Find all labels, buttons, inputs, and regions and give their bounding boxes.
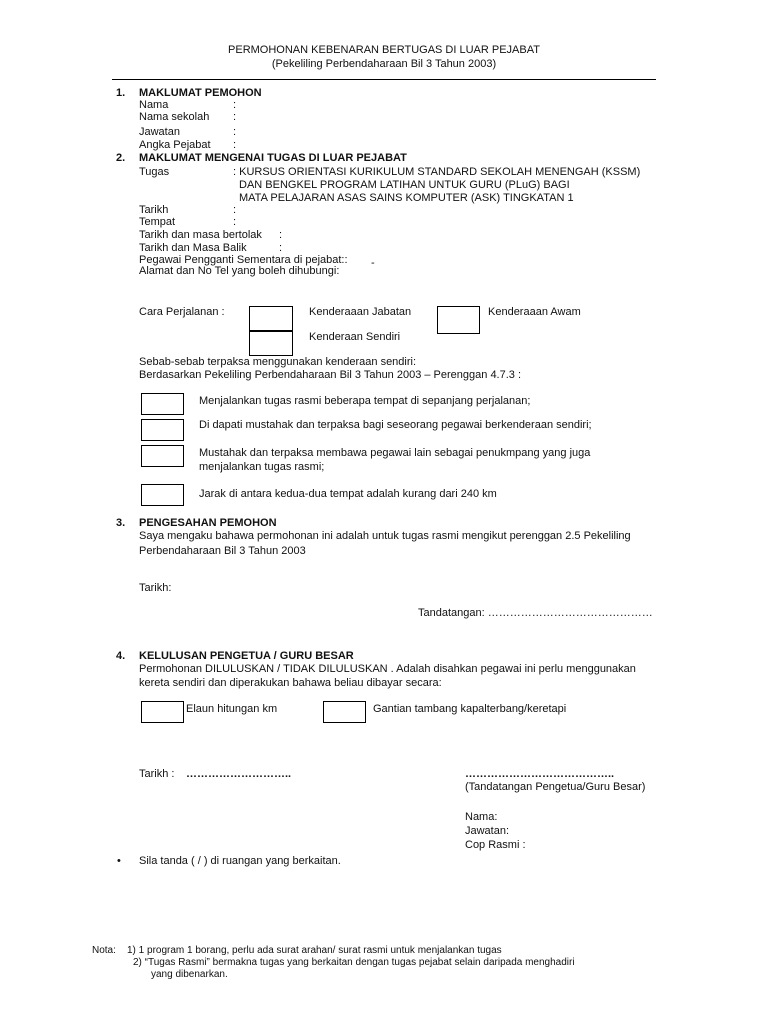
bullet-text: Sila tanda ( / ) di ruangan yang berkaitan. [139,855,341,867]
section3-number: 3. [116,517,126,529]
reason-4-checkbox[interactable] [141,484,184,506]
tempat-colon: : [233,216,237,228]
sebab-heading: Sebab-sebab terpaksa menggunakan kenderaan sendiri: [139,356,417,368]
alamat-label: Alamat dan No Tel yang boleh dihubungi: [139,265,340,277]
kelulusan-line-1: Permohonan DILULUSKAN / TIDAK DILULUSKAN . Adalah disahkan pegawai ini perlu menggunakan [139,663,636,675]
kelulusan-tarikh-dots: ……………………….. [186,768,292,780]
reason-4-text: Jarak di antara kedua-dua tempat adalah kurang dari 240 km [199,488,497,500]
kenderaan-awam-label: Kenderaaan Awam [488,306,581,318]
tarikh-balik-colon: : [279,242,283,254]
section2-heading: MAKLUMAT MENGENAI TUGAS DI LUAR PEJABAT [139,152,407,164]
reason-3-checkbox[interactable] [141,445,184,467]
nota-1: 1) 1 program 1 borang, perlu ada surat arahan/ surat rasmi untuk menjalankan tugas [127,945,502,956]
tugas-line-3: MATA PELAJARAN ASAS SAINS KOMPUTER (ASK) TINGKATAN 1 [239,192,574,204]
section4-number: 4. [116,650,126,662]
nota-label: Nota: [92,945,116,956]
field-angka-pejabat-colon: : [233,139,237,151]
section1-number: 1. [116,87,126,99]
field-nama-sekolah-colon: : [233,111,237,123]
kenderaan-jabatan-label: Kenderaaan Jabatan [309,306,412,318]
field-angka-pejabat-label: Angka Pejabat [139,139,211,151]
pegawai-pengganti-label: Pegawai Pengganti Sementara di pejabat:: [139,254,348,266]
signature-dots: ………………………………….. [465,768,615,780]
reason-2-text: Di dapati mustahak dan terpaksa bagi seseorang pegawai berkenderaan sendiri; [199,419,592,431]
kenderaan-sendiri-label: Kenderaan Sendiri [309,331,401,343]
header-rule [112,79,656,80]
gantian-tambang-checkbox[interactable] [323,701,366,723]
tugas-label: Tugas [139,166,170,178]
tarikh-bertolak-colon: : [279,229,283,241]
form-title: PERMOHONAN KEBENARAN BERTUGAS DI LUAR PEJABAT [228,44,540,56]
tarikh-label: Tarikh [139,204,169,216]
pengesahan-tarikh-label: Tarikh: [139,582,172,594]
pengesahan-line-2: Perbendaharaan Bil 3 Tahun 2003 [139,545,306,557]
pegawai-pengganti-dash: - [371,257,375,269]
nota-2-line1: 2) “Tugas Rasmi” bermakna tugas yang berkaitan dengan tugas pejabat selain daripada menghadiri [133,957,575,968]
field-jawatan-label: Jawatan [139,126,180,138]
reason-2-checkbox[interactable] [141,419,184,441]
section4-heading: KELULUSAN PENGETUA / GURU BESAR [139,650,354,662]
section1-heading: MAKLUMAT PEMOHON [139,87,262,99]
gantian-tambang-label: Gantian tambang kapalterbang/keretapi [373,703,567,715]
nota-2-line2: yang dibenarkan. [151,969,228,980]
reason-1-checkbox[interactable] [141,393,184,415]
kenderaan-sendiri-checkbox[interactable] [249,331,293,356]
kelulusan-tarikh-label: Tarikh : [139,768,175,780]
field-nama-label: Nama [139,99,169,111]
field-nama-colon: : [233,99,237,111]
signature-label: (Tandatangan Pengetua/Guru Besar) [465,781,646,793]
tarikh-bertolak-label: Tarikh dan masa bertolak [139,229,262,241]
tugas-line-1: : KURSUS ORIENTASI KURIKULUM STANDARD SEKOLAH MENENGAH (KSSM) [233,166,641,178]
tarikh-colon: : [233,204,237,216]
approver-cop-label: Cop Rasmi : [465,839,526,851]
kelulusan-line-2: kereta sendiri dan diperakukan bahawa beliau dibayar secara: [139,677,442,689]
approver-jawatan-label: Jawatan: [465,825,510,837]
field-nama-sekolah-label: Nama sekolah [139,111,210,123]
pengesahan-tandatangan: Tandatangan: ……………………………………… [418,607,653,619]
reason-3-text-line2: menjalankan tugas rasmi; [199,461,325,473]
berdasarkan-text: Berdasarkan Pekeliling Perbendaharaan Bil 3 Tahun 2003 – Perenggan 4.7.3 : [139,369,522,381]
elaun-km-checkbox[interactable] [141,701,184,723]
kenderaan-jabatan-checkbox[interactable] [249,306,293,331]
tugas-line-2: DAN BENGKEL PROGRAM LATIHAN UNTUK GURU (PLuG) BAGI [239,179,570,191]
field-jawatan-colon: : [233,126,237,138]
reason-1-text: Menjalankan tugas rasmi beberapa tempat di sepanjang perjalanan; [199,395,531,407]
kenderaan-awam-checkbox[interactable] [437,306,480,334]
reason-3-text-line1: Mustahak dan terpaksa membawa pegawai lain sebagai penukmpang yang juga [199,447,591,459]
tempat-label: Tempat [139,216,176,228]
bullet-icon: • [117,855,121,867]
tarikh-balik-label: Tarikh dan Masa Balik [139,242,247,254]
form-subtitle: (Pekeliling Perbendaharaan Bil 3 Tahun 2003) [271,58,497,70]
pengesahan-line-1: Saya mengaku bahawa permohonan ini adalah untuk tugas rasmi mengikut perenggan 2.5 Pekeliling [139,530,631,542]
approver-nama-label: Nama: [465,811,498,823]
section2-number: 2. [116,152,126,164]
section3-heading: PENGESAHAN PEMOHON [139,517,277,529]
elaun-km-label: Elaun hitungan km [186,703,278,715]
cara-perjalanan-label: Cara Perjalanan : [139,306,225,318]
